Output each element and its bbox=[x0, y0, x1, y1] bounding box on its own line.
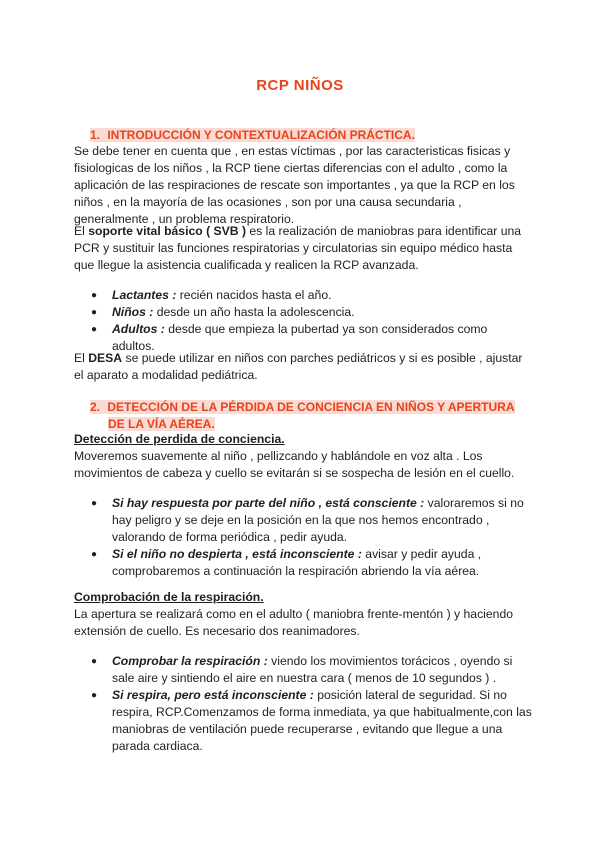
intro-text: Se debe tener en cuenta que , en estas víctimas , por las caracteristicas fisicas y fisiologicas de los niños , la RCP tiene ciertas diferencias con el adulto , como la aplicación de las respiraciones de rescate son importantes , ya que la RCP en los niños , en la mayoría de las ocasiones , son por una causa secundaria , generalmente , un problema respiratorio. bbox=[74, 144, 515, 226]
svb-term: soporte vital básico ( SVB ) bbox=[88, 224, 247, 238]
list-item: ● Si el niño no despierta , está inconsciente : avisar y pedir ayuda , comprobaremos a continuación la respiración abriendo la vía aérea. bbox=[91, 547, 482, 578]
section1-intro-paragraph bbox=[74, 143, 532, 228]
section2-title-line2: DE LA VÍA AÉREA. bbox=[108, 417, 215, 431]
consciousness-text: Moveremos suavemente al niño , pellizcando y hablándole en voz alta . Los movimientos de cabeza y cuello se evitarán si se sospecha de lesión en el cuello. bbox=[74, 449, 515, 480]
section2-number: 2. bbox=[90, 400, 101, 414]
section1-heading bbox=[90, 127, 530, 144]
breathing-text: La apertura se realizará como en el adulto ( maniobra frente-mentón ) y haciendo extensión de cuello. Es necesario dos reanimadores. bbox=[74, 607, 513, 638]
page-title: RCP NIÑOS bbox=[256, 77, 344, 94]
svb-prefix: El bbox=[74, 224, 89, 238]
age-groups-list bbox=[74, 287, 532, 355]
svb-paragraph bbox=[74, 223, 532, 274]
bullet-icon: ● bbox=[91, 324, 98, 335]
list-item: ● Niños : desde un año hasta la adolescencia. bbox=[91, 305, 355, 319]
consciousness-section bbox=[74, 431, 532, 482]
section2-title-line1: DETECCIÓN DE LA PÉRDIDA DE CONCIENCIA EN NIÑOS Y APERTURA bbox=[107, 400, 515, 414]
bullet-icon: ● bbox=[91, 307, 98, 318]
bullet-icon: ● bbox=[91, 498, 98, 509]
list-item: ● Adultos : desde que empieza la pubertad ya son considerados como adultos. bbox=[91, 322, 488, 353]
list-item: ● Si respira, pero está inconsciente : posición lateral de seguridad. Si no respira, RCP.Comenzamos de forma inmediata, ya que habitualmente,con las maniobras de ventilación puede recuperarse , evitando que llegue a una parada cardiaca. bbox=[91, 688, 532, 753]
desa-paragraph: El DESA se puede utilizar en niños con parches pediátricos y si es posible , ajustar el aparato a modalidad pediátrica. bbox=[74, 351, 523, 382]
bullet-icon: ● bbox=[91, 690, 98, 701]
desa-term: DESA bbox=[88, 351, 123, 365]
breathing-section bbox=[74, 589, 532, 640]
bullet-icon: ● bbox=[91, 290, 98, 301]
response-list bbox=[74, 495, 532, 580]
breathing-subheading: Comprobación de la respiración. bbox=[74, 590, 264, 604]
list-item: ● Lactantes : recién nacidos hasta el año. bbox=[91, 288, 332, 302]
svb-text: es la realización de maniobras para identificar una PCR y sustituir las funciones respiratorias y circulatorias sin equipo médico hasta que llegue la asistencia cualificada y realicen la RCP avanzada. bbox=[74, 224, 522, 272]
list-item: ● Comprobar la respiración : viendo los movimientos torácicos , oyendo si sale aire y sintiendo el aire en nuestra cara ( menos de 10 segundos ) . bbox=[91, 654, 513, 685]
consciousness-subheading: Detección de perdida de conciencia. bbox=[74, 432, 285, 446]
list-item: ● Si hay respuesta por parte del niño , está consciente : valoraremos si no hay peligro y se deje en la posición en la que nos hemos encontrado , valorando de forma periódica , pedir ayuda. bbox=[91, 496, 524, 544]
section1-title: INTRODUCCIÓN Y CONTEXTUALIZACIÓN PRÁCTICA. bbox=[107, 128, 415, 142]
breathing-list bbox=[74, 653, 532, 755]
bullet-icon: ● bbox=[91, 656, 98, 667]
bullet-icon: ● bbox=[91, 549, 98, 560]
section2-heading bbox=[90, 399, 530, 433]
section1-number: 1. bbox=[90, 128, 101, 142]
